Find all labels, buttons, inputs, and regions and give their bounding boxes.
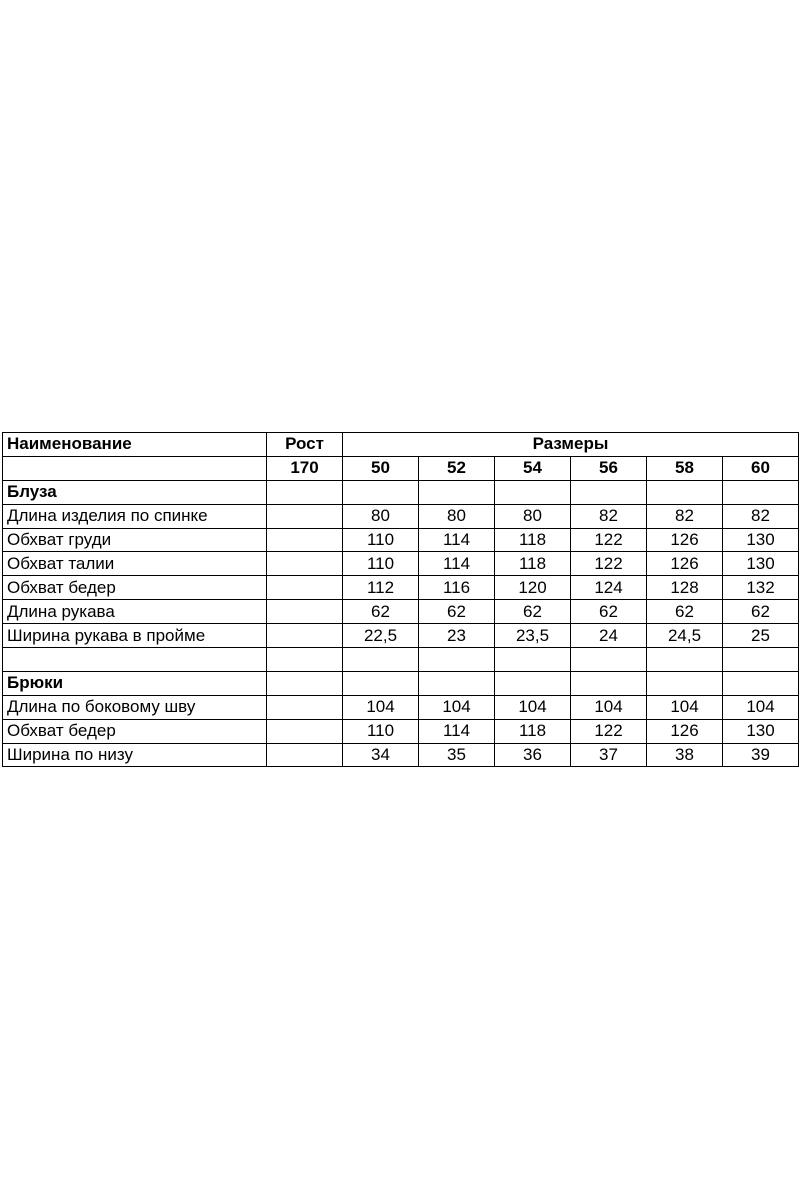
- measurement-label: Обхват бедер: [3, 719, 267, 743]
- measurement-value: 130: [723, 719, 799, 743]
- empty-cell: [723, 648, 799, 672]
- measurement-label: Обхват талии: [3, 552, 267, 576]
- empty-cell: [3, 456, 267, 480]
- measurement-value: 38: [647, 743, 723, 767]
- empty-cell: [571, 480, 647, 504]
- height-value: 170: [267, 456, 343, 480]
- measurement-value: 104: [647, 695, 723, 719]
- size-chart-table: [2, 432, 799, 767]
- measurement-value: 23,5: [495, 624, 571, 648]
- measurement-value: 82: [647, 504, 723, 528]
- measurement-value: 130: [723, 552, 799, 576]
- size-header-cell: 60: [723, 456, 799, 480]
- measurement-value: 39: [723, 743, 799, 767]
- empty-cell: [495, 648, 571, 672]
- height-column-header: Рост: [267, 433, 343, 457]
- measurement-value: 62: [723, 600, 799, 624]
- measurement-value: 132: [723, 576, 799, 600]
- height-cell: [267, 719, 343, 743]
- measurement-value: 118: [495, 552, 571, 576]
- measurement-value: 104: [419, 695, 495, 719]
- measurement-value: 62: [419, 600, 495, 624]
- spacer-row: [3, 648, 799, 672]
- measurement-value: 110: [343, 719, 419, 743]
- measurement-value: 112: [343, 576, 419, 600]
- size-chart-body: [3, 433, 799, 767]
- measurement-value: 80: [419, 504, 495, 528]
- height-cell: [267, 576, 343, 600]
- measurement-label: Длина по боковому шву: [3, 695, 267, 719]
- measurement-value: 110: [343, 528, 419, 552]
- measurement-value: 114: [419, 528, 495, 552]
- measurement-value: 62: [571, 600, 647, 624]
- measurement-value: 80: [495, 504, 571, 528]
- measurement-value: 34: [343, 743, 419, 767]
- height-cell: [267, 743, 343, 767]
- header-row: [3, 433, 799, 457]
- measurement-value: 126: [647, 552, 723, 576]
- measurement-value: 110: [343, 552, 419, 576]
- size-header-cell: 52: [419, 456, 495, 480]
- size-header-cell: 56: [571, 456, 647, 480]
- measurement-value: 122: [571, 552, 647, 576]
- measurement-value: 104: [723, 695, 799, 719]
- height-cell: [267, 552, 343, 576]
- measurement-value: 82: [723, 504, 799, 528]
- section-title-row: [3, 480, 799, 504]
- measurement-value: 62: [647, 600, 723, 624]
- measurement-value: 128: [647, 576, 723, 600]
- size-header-cell: 50: [343, 456, 419, 480]
- empty-cell: [267, 671, 343, 695]
- empty-cell: [3, 648, 267, 672]
- measurement-value: 122: [571, 528, 647, 552]
- empty-cell: [419, 480, 495, 504]
- empty-cell: [419, 671, 495, 695]
- measurement-value: 122: [571, 719, 647, 743]
- measurement-value: 82: [571, 504, 647, 528]
- empty-cell: [571, 671, 647, 695]
- size-header-cell: 54: [495, 456, 571, 480]
- measurement-value: 24: [571, 624, 647, 648]
- measurement-row: [3, 600, 799, 624]
- measurement-value: 126: [647, 719, 723, 743]
- measurement-value: 126: [647, 528, 723, 552]
- height-cell: [267, 600, 343, 624]
- measurement-label: Ширина по низу: [3, 743, 267, 767]
- measurement-label: Длина рукава: [3, 600, 267, 624]
- sizes-column-header: Размеры: [343, 433, 799, 457]
- measurement-value: 104: [571, 695, 647, 719]
- measurement-value: 118: [495, 719, 571, 743]
- measurement-row: [3, 719, 799, 743]
- measurement-value: 80: [343, 504, 419, 528]
- measurement-value: 114: [419, 719, 495, 743]
- measurement-value: 24,5: [647, 624, 723, 648]
- measurement-label: Длина изделия по спинке: [3, 504, 267, 528]
- section-title-row: [3, 671, 799, 695]
- measurement-row: [3, 695, 799, 719]
- measurement-value: 62: [495, 600, 571, 624]
- empty-cell: [647, 671, 723, 695]
- measurement-row: [3, 576, 799, 600]
- measurement-row: [3, 552, 799, 576]
- measurement-row: [3, 528, 799, 552]
- measurement-value: 35: [419, 743, 495, 767]
- measurement-value: 124: [571, 576, 647, 600]
- empty-cell: [571, 648, 647, 672]
- measurement-value: 25: [723, 624, 799, 648]
- measurement-value: 114: [419, 552, 495, 576]
- height-cell: [267, 504, 343, 528]
- empty-cell: [647, 648, 723, 672]
- measurement-value: 22,5: [343, 624, 419, 648]
- empty-cell: [343, 480, 419, 504]
- measurement-value: 37: [571, 743, 647, 767]
- measurement-row: [3, 624, 799, 648]
- measurement-value: 116: [419, 576, 495, 600]
- measurement-value: 62: [343, 600, 419, 624]
- empty-cell: [343, 648, 419, 672]
- empty-cell: [419, 648, 495, 672]
- measurement-value: 23: [419, 624, 495, 648]
- height-cell: [267, 528, 343, 552]
- name-column-header: Наименование: [3, 433, 267, 457]
- empty-cell: [267, 648, 343, 672]
- measurement-row: [3, 504, 799, 528]
- empty-cell: [723, 671, 799, 695]
- measurement-label: Обхват бедер: [3, 576, 267, 600]
- size-numbers-row: [3, 456, 799, 480]
- empty-cell: [723, 480, 799, 504]
- measurement-row: [3, 743, 799, 767]
- measurement-label: Ширина рукава в пройме: [3, 624, 267, 648]
- measurement-value: 130: [723, 528, 799, 552]
- section-title: Брюки: [3, 671, 267, 695]
- measurement-value: 104: [343, 695, 419, 719]
- empty-cell: [647, 480, 723, 504]
- empty-cell: [495, 480, 571, 504]
- height-cell: [267, 695, 343, 719]
- section-title: Блуза: [3, 480, 267, 504]
- empty-cell: [343, 671, 419, 695]
- measurement-value: 120: [495, 576, 571, 600]
- measurement-value: 104: [495, 695, 571, 719]
- measurement-value: 36: [495, 743, 571, 767]
- empty-cell: [267, 480, 343, 504]
- measurement-value: 118: [495, 528, 571, 552]
- empty-cell: [495, 671, 571, 695]
- size-header-cell: 58: [647, 456, 723, 480]
- height-cell: [267, 624, 343, 648]
- measurement-label: Обхват груди: [3, 528, 267, 552]
